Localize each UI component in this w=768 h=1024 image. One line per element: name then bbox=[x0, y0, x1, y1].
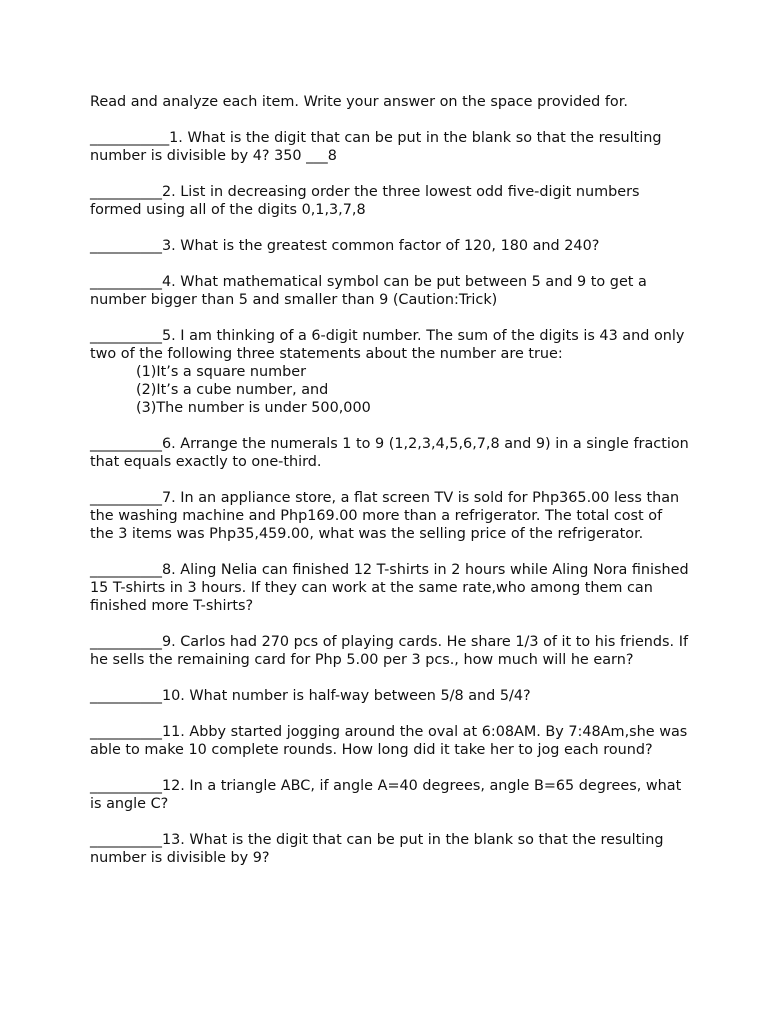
question-text: __________2. List in decreasing order the three lowest odd five-digit numbers formed using all of the digits 0,1,3,7,8 bbox=[90, 184, 645, 218]
question-text: __________5. I am thinking of a 6-digit number. The sum of the digits is 43 and only two of the following three statements about the number are true: bbox=[90, 328, 689, 362]
question-text: __________3. What is the greatest common factor of 120, 180 and 240? bbox=[90, 238, 600, 254]
question-item-1 bbox=[90, 129, 690, 165]
question-text: __________11. Abby started jogging around the oval at 6:08AM. By 7:48Am,she was able to make 10 complete rounds. How long did it take her to jog each round? bbox=[90, 724, 692, 758]
instructions: Read and analyze each item. Write your answer on the space provided for. bbox=[90, 94, 628, 110]
question-text: __________10. What number is half-way between 5/8 and 5/4? bbox=[90, 688, 531, 704]
question-item-4 bbox=[90, 273, 690, 309]
question-item-10 bbox=[90, 687, 690, 705]
question-item-7 bbox=[90, 489, 690, 543]
question-item-11 bbox=[90, 723, 690, 759]
question-text: ___________1. What is the digit that can be put in the blank so that the resulting number is divisible by 4? 350 ___8 bbox=[90, 130, 667, 164]
question-item-9 bbox=[90, 633, 693, 669]
question-text: __________6. Arrange the numerals 1 to 9 (1,2,3,4,5,6,7,8 and 9) in a single fraction that equals exactly to one-third. bbox=[90, 436, 694, 470]
worksheet-page bbox=[90, 93, 694, 885]
question-item-2 bbox=[90, 183, 690, 219]
question-item-5 bbox=[90, 327, 690, 417]
question-item-8 bbox=[90, 561, 694, 615]
statement-item: (3)The number is under 500,000 bbox=[136, 400, 371, 416]
statement-list bbox=[90, 363, 690, 417]
question-text: __________4. What mathematical symbol can be put between 5 and 9 to get a number bigger than 5 and smaller than 9 (Caution:Trick) bbox=[90, 274, 652, 308]
statement-item: (2)It’s a cube number, and bbox=[136, 382, 329, 398]
question-item-3 bbox=[90, 237, 690, 255]
question-text: __________9. Carlos had 270 pcs of playing cards. He share 1/3 of it to his friends. If he sells the remaining card for Php 5.00 per 3 pcs., how much will he earn? bbox=[90, 634, 693, 668]
question-text: __________13. What is the digit that can be put in the blank so that the resulting number is divisible by 9? bbox=[90, 832, 669, 866]
question-text: __________8. Aling Nelia can finished 12 T-shirts in 2 hours while Aling Nora finished 15 T-shirts in 3 hours. If they can work at the same rate,who among them can finished more T-shirts? bbox=[90, 562, 694, 614]
statement-item: (1)It’s a square number bbox=[136, 364, 307, 380]
question-text: __________12. In a triangle ABC, if angle A=40 degrees, angle B=65 degrees, what is angle C? bbox=[90, 778, 686, 812]
question-item-12 bbox=[90, 777, 690, 813]
question-text: __________7. In an appliance store, a flat screen TV is sold for Php365.00 less than the washing machine and Php169.00 more than a refrigerator. The total cost of the 3 items was Php35,459.00, what was the selling price of the refrigerator. bbox=[90, 490, 684, 542]
question-item-6 bbox=[90, 435, 694, 471]
question-item-13 bbox=[90, 831, 690, 867]
